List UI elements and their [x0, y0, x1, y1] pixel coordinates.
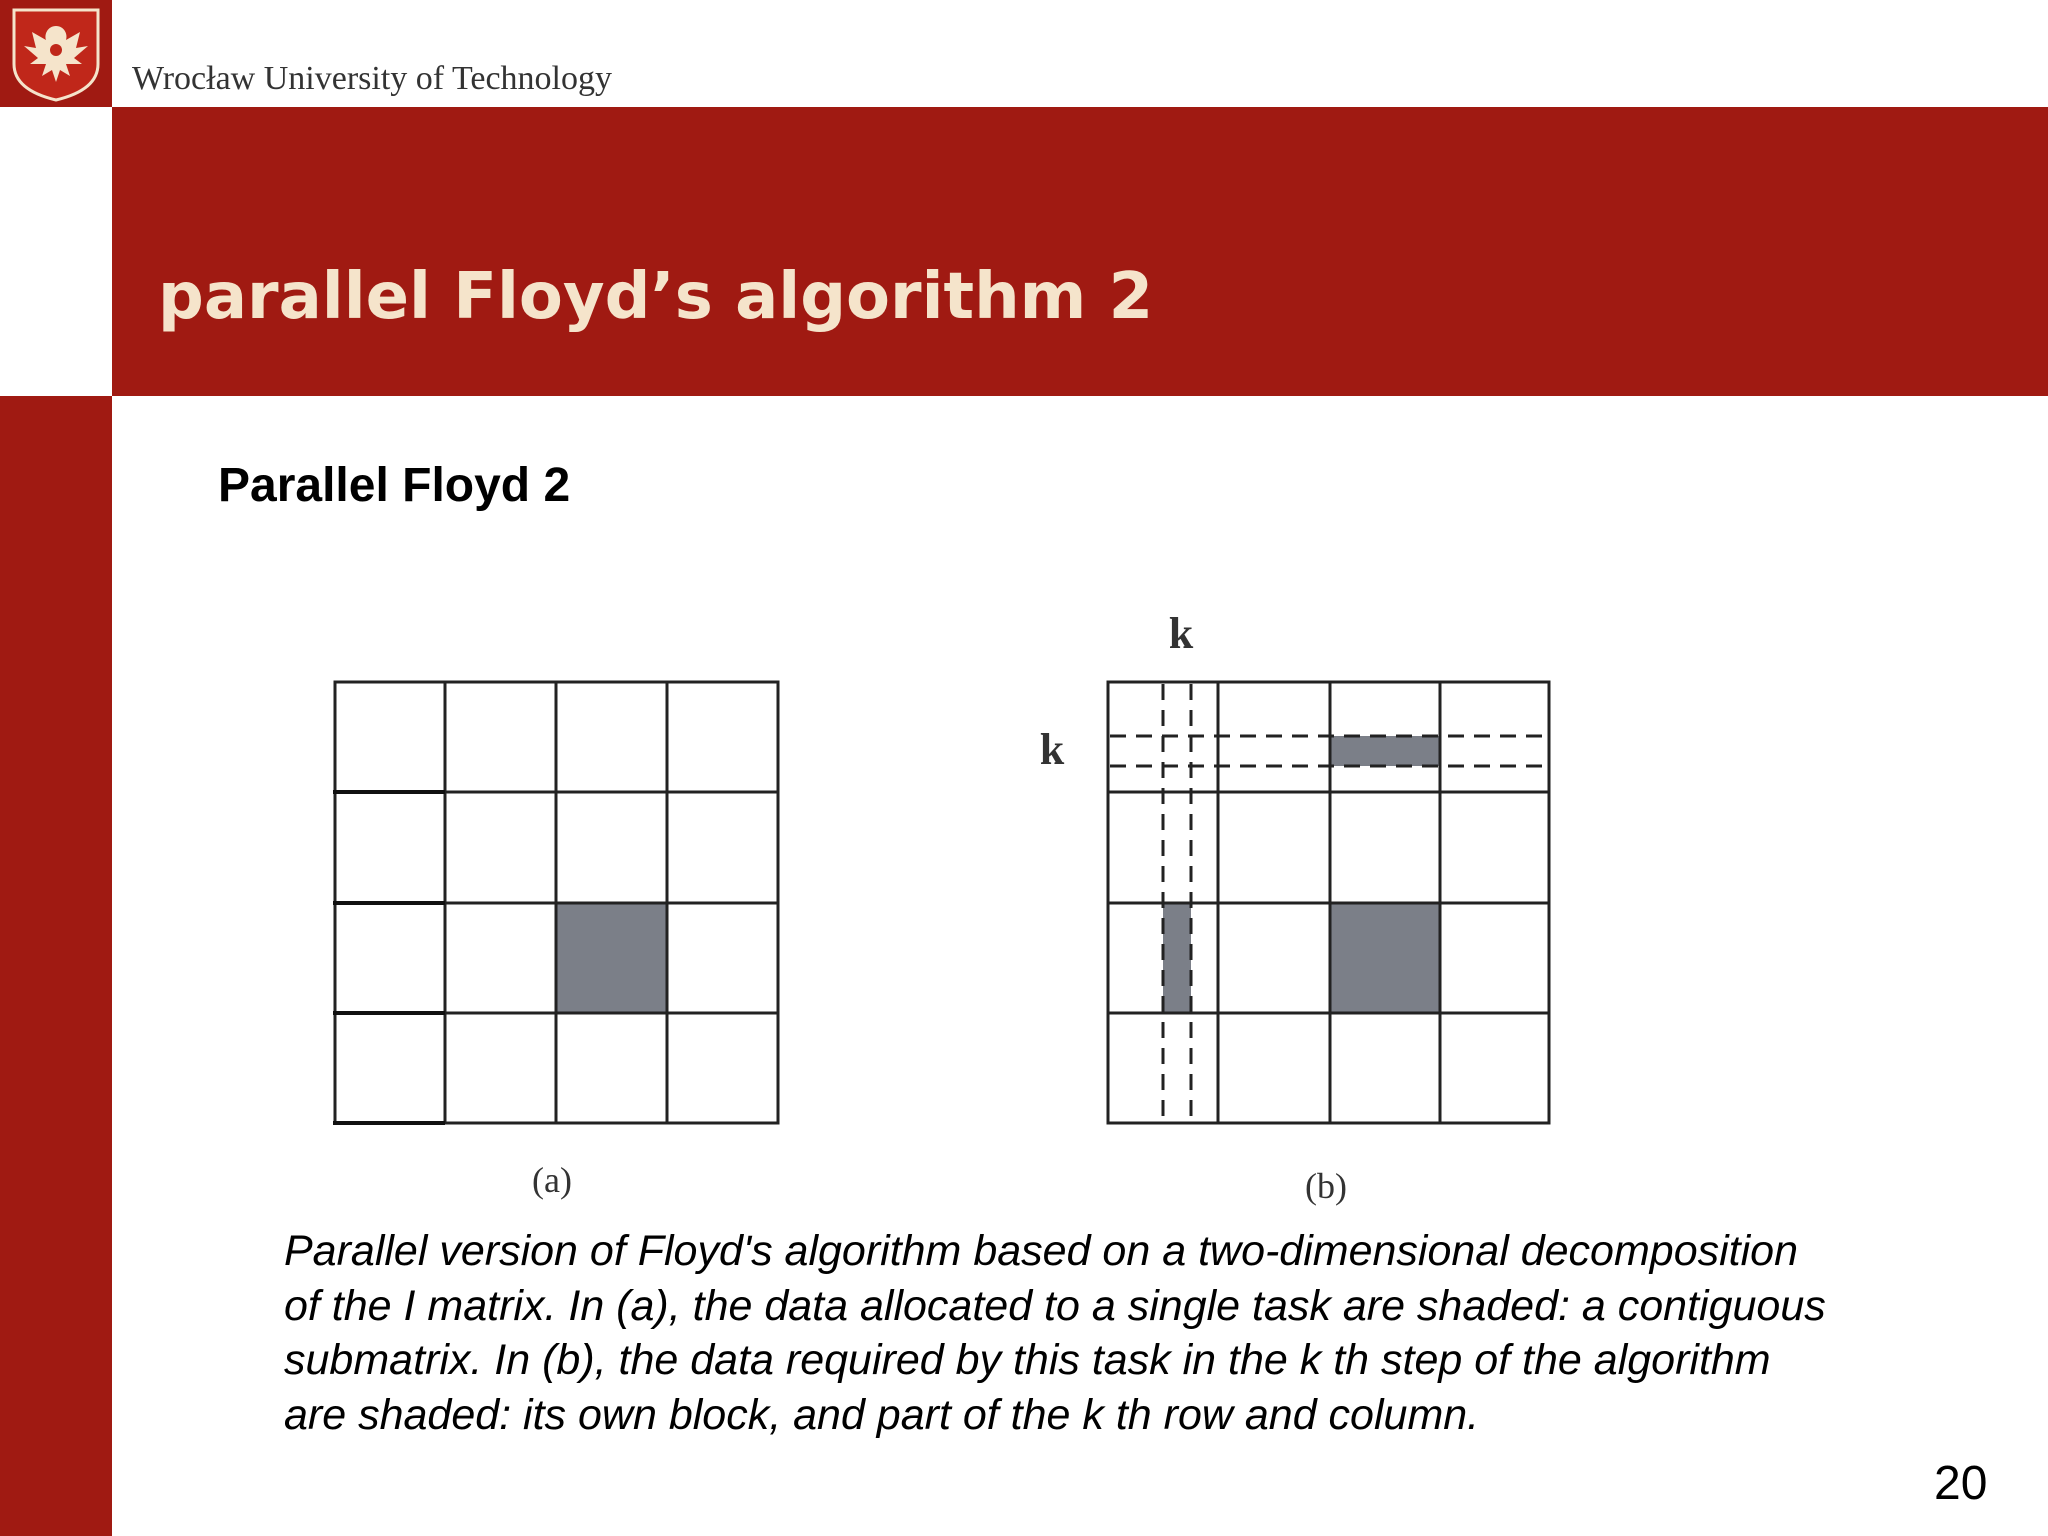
panel-a-label: (a): [532, 1160, 572, 1200]
panel-b-shaded-block: [1330, 903, 1440, 1013]
k-row-label: k: [1039, 725, 1065, 774]
figure-caption: Parallel version of Floyd's algorithm based on a two-dimensional decomposition of the I matrix. In (a), the data allocated to a single task are shaded: a contiguous submatrix. In (b), the data required by this task in the k th step of the algorithm are shaded: its own block, and part of the k th row and column.: [284, 1227, 1826, 1439]
panel-a-grid: [333, 682, 778, 1123]
panel-b-label: (b): [1305, 1166, 1347, 1206]
panel-b-row-segment: [1330, 736, 1440, 766]
university-name: Wrocław University of Technology: [132, 60, 613, 97]
page-number: 20: [1934, 1457, 1988, 1510]
panel-a-shaded-block: [556, 903, 667, 1013]
slide-subtitle: Parallel Floyd 2: [218, 459, 571, 512]
k-column-label: k: [1168, 609, 1194, 658]
panel-b-column-segment: [1163, 903, 1191, 1013]
panel-b-grid: [1108, 682, 1549, 1123]
slide-title: parallel Floyd’s algorithm 2: [158, 260, 1154, 334]
